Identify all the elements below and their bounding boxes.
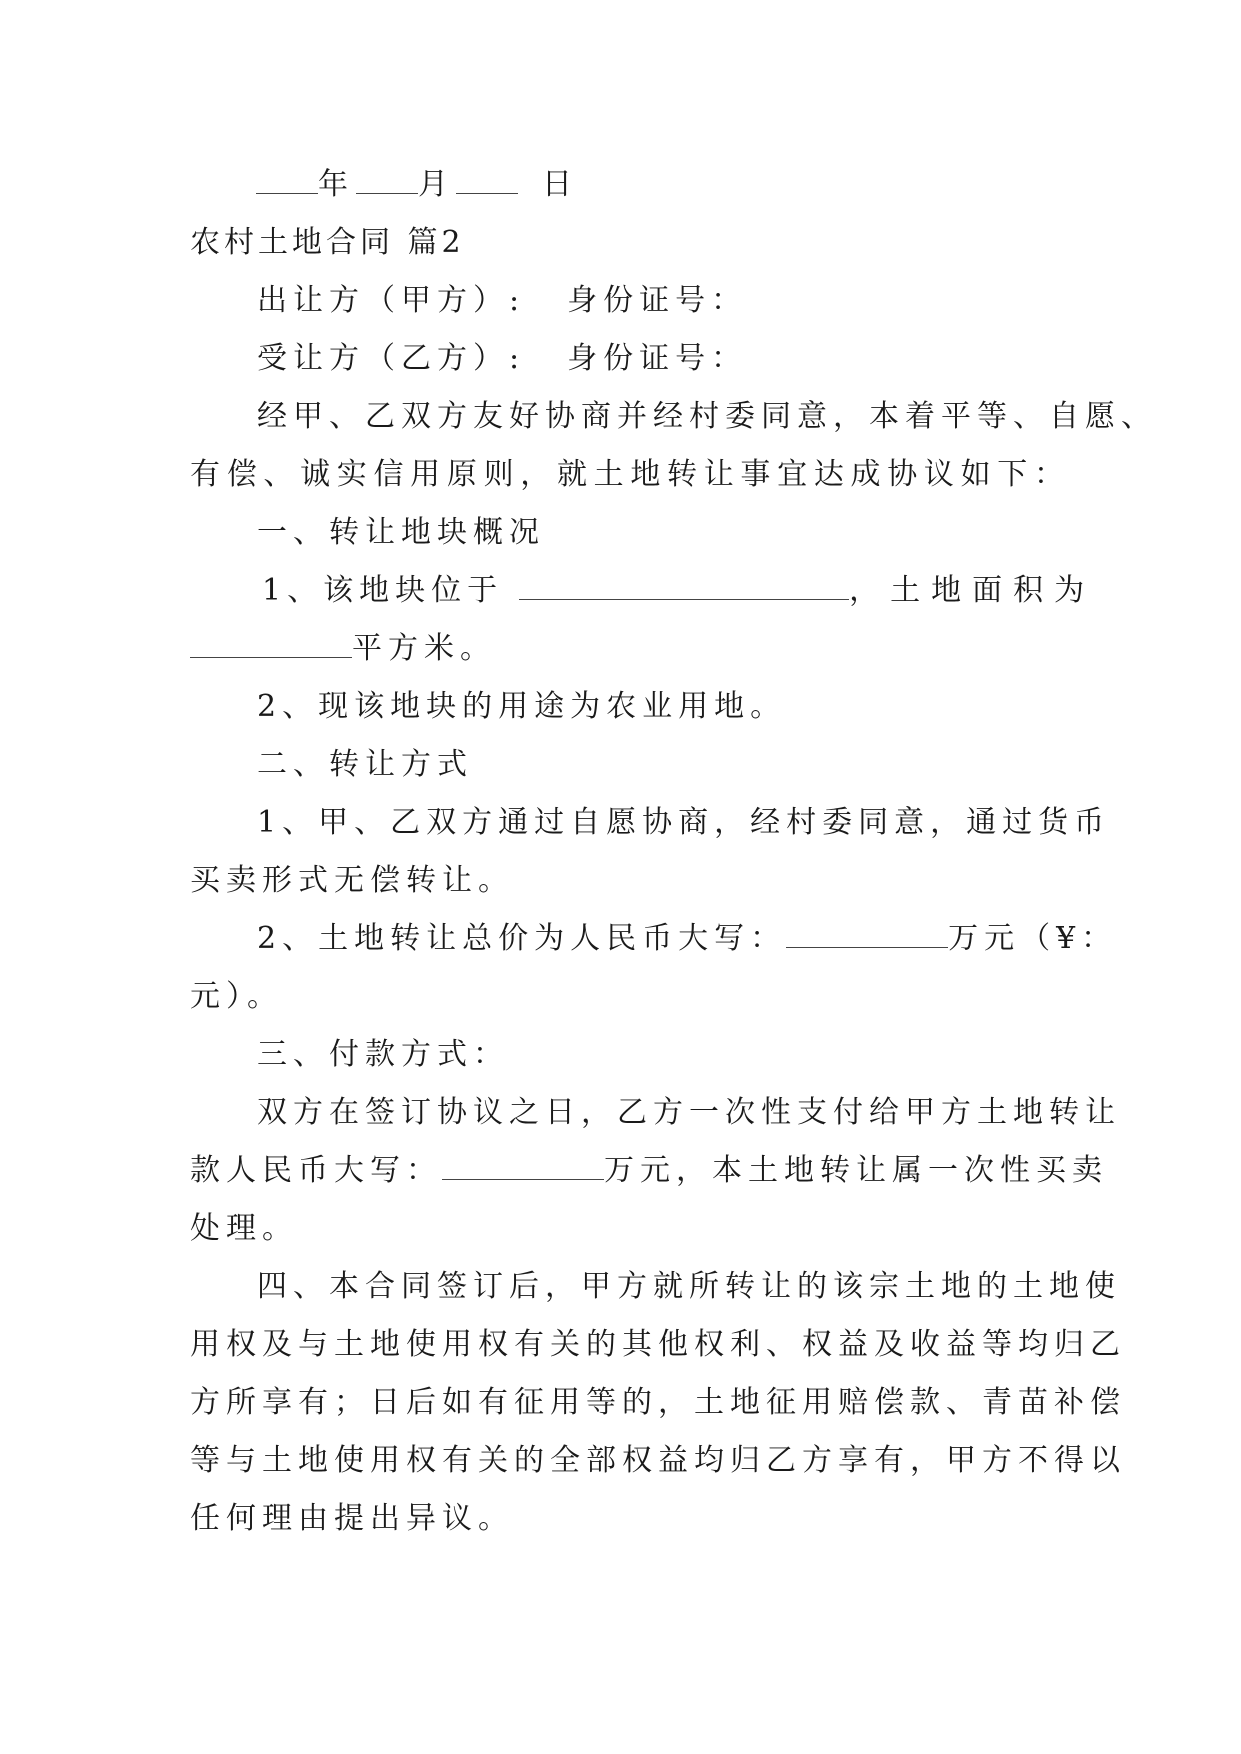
price-label: 2、土地转让总价为人民币大写： [257,921,787,956]
day-blank [456,163,518,194]
year-label: 年 [318,167,356,202]
section-2-heading: 二、转让方式 [257,747,473,782]
section-3-heading: 三、付款方式： [257,1037,509,1072]
area-unit: 平方米。 [352,631,496,666]
price-blank [786,917,948,948]
clause-1-2: 2、现该地块的用途为农业用地。 [257,689,787,724]
payment-unit: 万元，本土地转让属一次性买卖 [604,1153,1108,1188]
area-label: ，土地面积为 [849,573,1096,608]
section-4-line-1: 四、本合同签订后，甲方就所转让的该宗土地的土地使 [257,1269,1121,1304]
section-4-line-5: 任何理由提出异议。 [190,1501,514,1536]
preamble-line-1: 经甲、乙双方友好协商并经村委同意，本着平等、自愿、 [257,399,1157,434]
clause-2-2-line-2: 元）。 [190,979,283,1014]
month-blank [356,163,418,194]
clause-1-1-line-1 [262,562,1096,620]
party-a-id-label: 身份证号： [567,283,748,318]
payment-label: 款人民币大写： [190,1153,442,1188]
month-label: 月 [418,167,456,202]
clause-2-2-line-1 [257,910,1118,968]
section-4-line-4: 等与土地使用权有关的全部权益均归乙方享有，甲方不得以 [190,1443,1126,1478]
preamble-line-2: 有偿、诚实信用原则，就土地转让事宜达成协议如下： [190,457,1070,492]
payment-line-1: 双方在签订协议之日，乙方一次性支付给甲方土地转让 [257,1095,1121,1130]
price-unit: 万元（¥： [948,921,1118,956]
party-a-line [257,272,1070,330]
section-4-line-3: 方所享有；日后如有征用等的，土地征用赔偿款、青苗补偿 [190,1385,1126,1420]
clause-2-1-line-2: 买卖形式无偿转让。 [190,863,514,898]
year-blank [256,163,318,194]
clause-2-1-line-1: 1、甲、乙双方通过自愿协商，经村委同意，通过货币 [257,805,1111,840]
payment-line-2 [190,1142,1108,1200]
date-line [256,156,956,214]
section-4-line-2: 用权及与土地使用权有关的其他权利、权益及收益等均归乙 [190,1327,1126,1362]
payment-blank [442,1149,604,1180]
clause-1-1-line-2 [190,620,1070,678]
party-b-line [257,330,1070,388]
document-title: 农村土地合同 篇2 [190,225,465,260]
party-b-label: 受让方（乙方）: [257,341,526,376]
location-blank [519,569,849,600]
payment-line-3: 处理。 [190,1211,298,1246]
party-b-id-label: 身份证号： [567,341,748,376]
day-label: 日 [542,167,580,202]
area-blank [190,627,352,658]
clause-1-1-label: 1、该地块位于 [262,573,504,608]
section-1-heading: 一、转让地块概况 [257,515,545,550]
party-a-label: 出让方（甲方）: [257,283,526,318]
